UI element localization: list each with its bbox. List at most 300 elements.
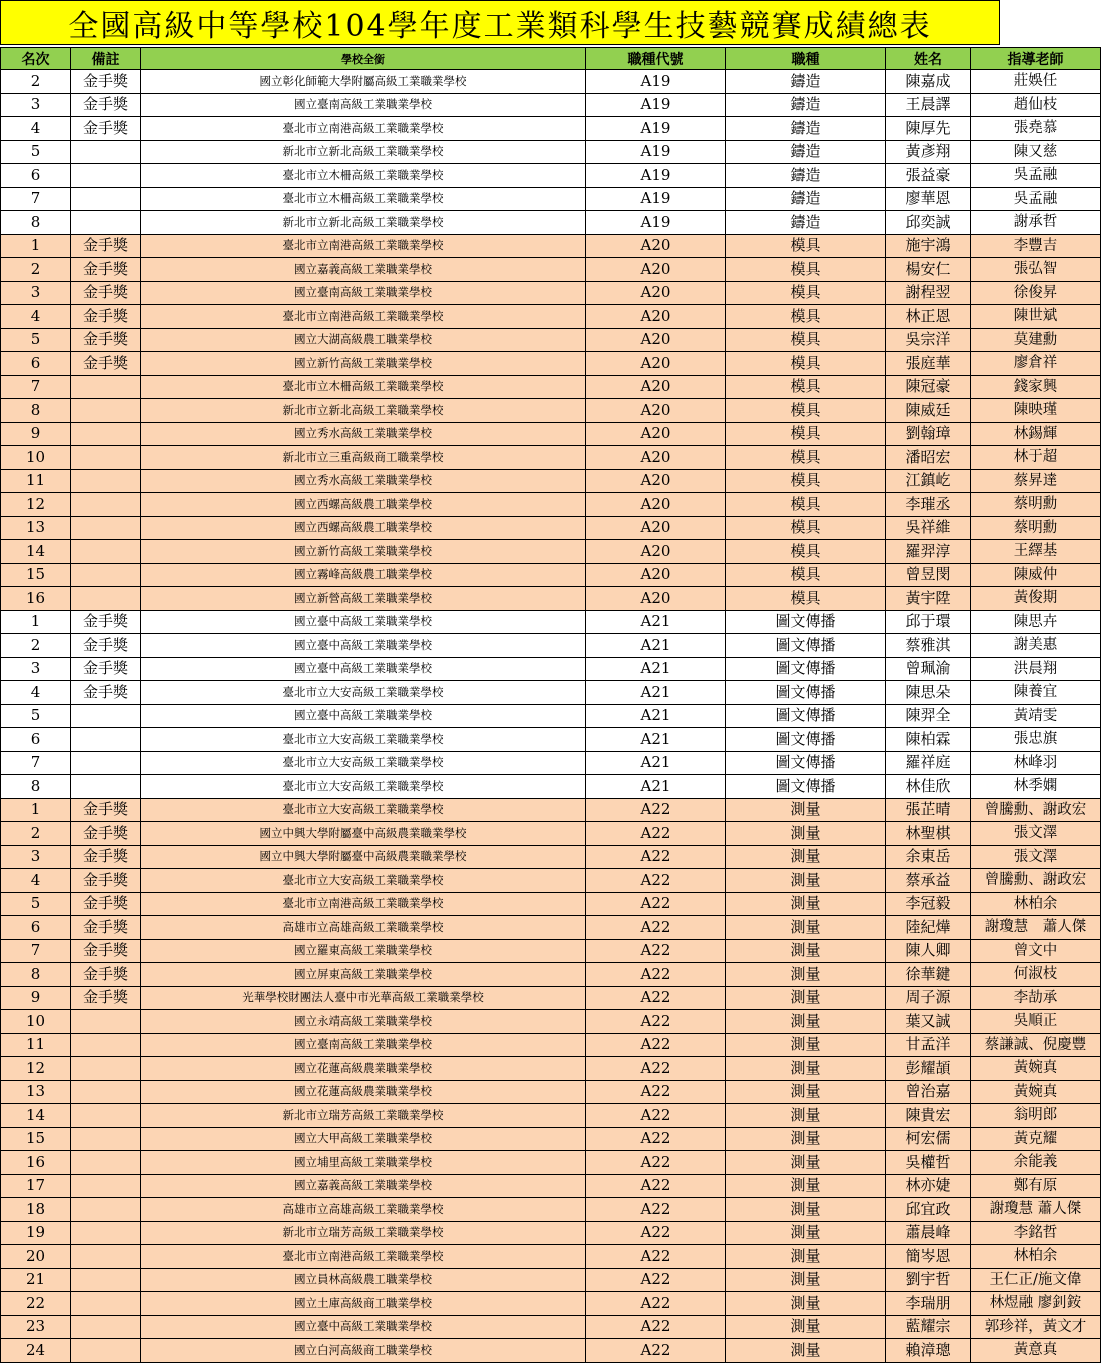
note-cell [71,1221,141,1245]
table-row [1,375,1101,399]
table-row [1,305,1101,329]
name-cell: 張庭華 [886,352,971,376]
table-row [1,634,1101,658]
school-cell: 國立員林高級農工職業學校 [141,1268,586,1292]
note-cell [71,140,141,164]
code-cell: A22 [586,1292,726,1316]
table-row [1,1339,1101,1363]
school-cell: 國立新竹高級工業職業學校 [141,540,586,564]
school-cell: 高雄市立高雄高級工業職業學校 [141,916,586,940]
rank-cell: 12 [1,493,71,517]
trade-cell: 測量 [726,845,886,869]
rank-cell: 2 [1,822,71,846]
name-cell: 潘昭宏 [886,446,971,470]
table-row [1,1033,1101,1057]
header-school: 學校全銜 [141,48,586,70]
rank-cell: 4 [1,681,71,705]
note-cell [71,1151,141,1175]
code-cell: A20 [586,446,726,470]
trade-cell: 測量 [726,1245,886,1269]
code-cell: A19 [586,93,726,117]
teacher-cell: 莫建勳 [971,328,1101,352]
trade-cell: 測量 [726,798,886,822]
teacher-cell: 謝美惠 [971,634,1101,658]
code-cell: A20 [586,563,726,587]
teacher-cell: 林柏余 [971,892,1101,916]
school-cell: 國立大湖高級農工職業學校 [141,328,586,352]
rank-cell: 13 [1,1080,71,1104]
table-row [1,516,1101,540]
rank-cell: 6 [1,164,71,188]
note-cell: 金手獎 [71,352,141,376]
trade-cell: 模具 [726,446,886,470]
table-header [1,48,1101,70]
trade-cell: 測量 [726,1198,886,1222]
teacher-cell: 蔡明勳 [971,516,1101,540]
code-cell: A19 [586,187,726,211]
school-cell: 新北市立新北高級工業職業學校 [141,211,586,235]
note-cell [71,1315,141,1339]
teacher-cell: 曾騰勳、謝政宏 [971,798,1101,822]
teacher-cell: 吳順正 [971,1010,1101,1034]
code-cell: A20 [586,258,726,282]
rank-cell: 3 [1,845,71,869]
name-cell: 陳嘉成 [886,70,971,94]
note-cell: 金手獎 [71,234,141,258]
school-cell: 國立臺中高級工業職業學校 [141,634,586,658]
teacher-cell: 張弘智 [971,258,1101,282]
code-cell: A21 [586,681,726,705]
school-cell: 國立土庫高級商工職業學校 [141,1292,586,1316]
code-cell: A22 [586,798,726,822]
rank-cell: 17 [1,1174,71,1198]
school-cell: 國立臺南高級工業職業學校 [141,281,586,305]
note-cell: 金手獎 [71,822,141,846]
teacher-cell: 陳思卉 [971,610,1101,634]
code-cell: A22 [586,986,726,1010]
rank-cell: 9 [1,986,71,1010]
teacher-cell: 黃克耀 [971,1127,1101,1151]
code-cell: A20 [586,375,726,399]
note-cell [71,540,141,564]
code-cell: A22 [586,845,726,869]
rank-cell: 23 [1,1315,71,1339]
trade-cell: 測量 [726,869,886,893]
name-cell: 吳權哲 [886,1151,971,1175]
teacher-cell: 鄭有原 [971,1174,1101,1198]
school-cell: 高雄市立高雄高級工業職業學校 [141,1198,586,1222]
note-cell [71,587,141,611]
teacher-cell: 王仁正/施文偉 [971,1268,1101,1292]
table-row [1,446,1101,470]
code-cell: A21 [586,610,726,634]
trade-cell: 測量 [726,892,886,916]
results-table [0,47,1101,1363]
note-cell [71,399,141,423]
name-cell: 江鎮屹 [886,469,971,493]
trade-cell: 圖文傳播 [726,610,886,634]
code-cell: A19 [586,140,726,164]
code-cell: A22 [586,1245,726,1269]
school-cell: 國立嘉義高級工業職業學校 [141,1174,586,1198]
school-cell: 新北市立三重高級商工職業學校 [141,446,586,470]
trade-cell: 模具 [726,563,886,587]
note-cell [71,1057,141,1081]
note-cell [71,211,141,235]
school-cell: 臺北市立大安高級工業職業學校 [141,728,586,752]
table-row [1,1151,1101,1175]
trade-cell: 模具 [726,540,886,564]
school-cell: 國立埔里高級工業職業學校 [141,1151,586,1175]
trade-cell: 模具 [726,516,886,540]
school-cell: 國立中興大學附屬臺中高級農業職業學校 [141,822,586,846]
note-cell: 金手獎 [71,258,141,282]
school-cell: 臺北市立南港高級工業職業學校 [141,305,586,329]
school-cell: 國立花蓮高級農業職業學校 [141,1057,586,1081]
school-cell: 國立嘉義高級工業職業學校 [141,258,586,282]
name-cell: 陳人卿 [886,939,971,963]
teacher-cell: 何淑枝 [971,963,1101,987]
teacher-cell: 曾文中 [971,939,1101,963]
name-cell: 李瑞朋 [886,1292,971,1316]
school-cell: 國立臺中高級工業職業學校 [141,704,586,728]
rank-cell: 18 [1,1198,71,1222]
school-cell: 臺北市立大安高級工業職業學校 [141,869,586,893]
name-cell: 簡岑恩 [886,1245,971,1269]
rank-cell: 1 [1,610,71,634]
school-cell: 國立臺南高級工業職業學校 [141,1033,586,1057]
trade-cell: 模具 [726,399,886,423]
code-cell: A22 [586,822,726,846]
school-cell: 新北市立新北高級工業職業學校 [141,140,586,164]
trade-cell: 鑄造 [726,117,886,141]
header-code: 職種代號 [586,48,726,70]
rank-cell: 3 [1,657,71,681]
name-cell: 楊安仁 [886,258,971,282]
code-cell: A20 [586,328,726,352]
teacher-cell: 謝瓊慧 蕭人傑 [971,1198,1101,1222]
trade-cell: 測量 [726,1080,886,1104]
note-cell: 金手獎 [71,798,141,822]
note-cell [71,563,141,587]
code-cell: A20 [586,469,726,493]
name-cell: 彭耀頡 [886,1057,971,1081]
note-cell: 金手獎 [71,281,141,305]
rank-cell: 19 [1,1221,71,1245]
table-row [1,1057,1101,1081]
table-row [1,963,1101,987]
teacher-cell: 徐俊昇 [971,281,1101,305]
note-cell: 金手獎 [71,845,141,869]
header-trade: 職種 [726,48,886,70]
code-cell: A22 [586,1080,726,1104]
teacher-cell: 黃婉真 [971,1057,1101,1081]
teacher-cell: 張文澤 [971,845,1101,869]
table-row [1,1080,1101,1104]
school-cell: 國立臺南高級工業職業學校 [141,93,586,117]
rank-cell: 11 [1,1033,71,1057]
table-row [1,892,1101,916]
table-row [1,540,1101,564]
teacher-cell: 郭珍祥，黃文才 [971,1315,1101,1339]
teacher-cell: 陳養宜 [971,681,1101,705]
teacher-cell: 蔡明勳 [971,493,1101,517]
name-cell: 劉宇哲 [886,1268,971,1292]
rank-cell: 2 [1,70,71,94]
school-cell: 國立臺中高級工業職業學校 [141,657,586,681]
table-row [1,869,1101,893]
school-cell: 國立臺中高級工業職業學校 [141,1315,586,1339]
trade-cell: 測量 [726,1104,886,1128]
name-cell: 陳冠豪 [886,375,971,399]
code-cell: A20 [586,422,726,446]
table-row [1,258,1101,282]
name-cell: 陸紀燁 [886,916,971,940]
name-cell: 曾珮渝 [886,657,971,681]
rank-cell: 1 [1,234,71,258]
teacher-cell: 林錫輝 [971,422,1101,446]
rank-cell: 3 [1,93,71,117]
school-cell: 臺北市立木柵高級工業職業學校 [141,375,586,399]
school-cell: 國立屏東高級工業職業學校 [141,963,586,987]
code-cell: A22 [586,963,726,987]
trade-cell: 圖文傳播 [726,751,886,775]
rank-cell: 14 [1,540,71,564]
rank-cell: 7 [1,187,71,211]
name-cell: 蕭晨峰 [886,1221,971,1245]
school-cell: 新北市立瑞芳高級工業職業學校 [141,1221,586,1245]
teacher-cell: 謝承哲 [971,211,1101,235]
note-cell [71,469,141,493]
code-cell: A22 [586,916,726,940]
note-cell: 金手獎 [71,610,141,634]
school-cell: 臺北市立大安高級工業職業學校 [141,751,586,775]
teacher-cell: 陳映瑾 [971,399,1101,423]
code-cell: A22 [586,1151,726,1175]
trade-cell: 圖文傳播 [726,657,886,681]
school-cell: 臺北市立木柵高級工業職業學校 [141,187,586,211]
school-cell: 新北市立瑞芳高級工業職業學校 [141,1104,586,1128]
table-body [1,70,1101,1363]
teacher-cell: 陳又慈 [971,140,1101,164]
teacher-cell: 陳威仲 [971,563,1101,587]
table-row [1,751,1101,775]
code-cell: A22 [586,1010,726,1034]
note-cell: 金手獎 [71,916,141,940]
name-cell: 陳思朵 [886,681,971,705]
table-row [1,939,1101,963]
table-row [1,1268,1101,1292]
rank-cell: 5 [1,704,71,728]
rank-cell: 5 [1,892,71,916]
rank-cell: 14 [1,1104,71,1128]
school-cell: 國立彰化師範大學附屬高級工業職業學校 [141,70,586,94]
name-cell: 陳貴宏 [886,1104,971,1128]
code-cell: A22 [586,1174,726,1198]
trade-cell: 模具 [726,375,886,399]
table-row [1,211,1101,235]
note-cell [71,1339,141,1363]
note-cell: 金手獎 [71,70,141,94]
note-cell [71,446,141,470]
teacher-cell: 張堯慕 [971,117,1101,141]
name-cell: 林正恩 [886,305,971,329]
note-cell [71,1268,141,1292]
note-cell: 金手獎 [71,305,141,329]
table-row [1,916,1101,940]
teacher-cell: 林于超 [971,446,1101,470]
teacher-cell: 錢家興 [971,375,1101,399]
rank-cell: 5 [1,140,71,164]
code-cell: A21 [586,704,726,728]
note-cell [71,187,141,211]
trade-cell: 鑄造 [726,140,886,164]
note-cell [71,375,141,399]
trade-cell: 測量 [726,1033,886,1057]
note-cell [71,164,141,188]
school-cell: 國立臺中高級工業職業學校 [141,610,586,634]
table-row [1,986,1101,1010]
code-cell: A21 [586,775,726,799]
trade-cell: 圖文傳播 [726,728,886,752]
note-cell [71,1198,141,1222]
name-cell: 陳威廷 [886,399,971,423]
trade-cell: 測量 [726,1151,886,1175]
code-cell: A19 [586,117,726,141]
rank-cell: 6 [1,352,71,376]
teacher-cell: 林季嫻 [971,775,1101,799]
school-cell: 國立永靖高級工業職業學校 [141,1010,586,1034]
table-row [1,1127,1101,1151]
school-cell: 臺北市立南港高級工業職業學校 [141,1245,586,1269]
school-cell: 國立霧峰高級農工職業學校 [141,563,586,587]
school-cell: 臺北市立南港高級工業職業學校 [141,234,586,258]
teacher-cell: 吳孟融 [971,187,1101,211]
trade-cell: 測量 [726,1057,886,1081]
rank-cell: 8 [1,399,71,423]
rank-cell: 10 [1,1010,71,1034]
teacher-cell: 林煜融 廖釗銨 [971,1292,1101,1316]
rank-cell: 4 [1,305,71,329]
code-cell: A21 [586,751,726,775]
name-cell: 林亦婕 [886,1174,971,1198]
name-cell: 謝程翌 [886,281,971,305]
table-row [1,1198,1101,1222]
rank-cell: 5 [1,328,71,352]
teacher-cell: 林峰羽 [971,751,1101,775]
code-cell: A21 [586,657,726,681]
school-cell: 國立花蓮高級農業職業學校 [141,1080,586,1104]
school-cell: 國立新竹高級工業職業學校 [141,352,586,376]
name-cell: 陳羿全 [886,704,971,728]
rank-cell: 4 [1,117,71,141]
table-row [1,657,1101,681]
header-name: 姓名 [886,48,971,70]
note-cell [71,728,141,752]
rank-cell: 6 [1,728,71,752]
note-cell [71,1010,141,1034]
trade-cell: 模具 [726,258,886,282]
note-cell [71,1174,141,1198]
note-cell [71,751,141,775]
rank-cell: 13 [1,516,71,540]
code-cell: A22 [586,939,726,963]
school-cell: 國立秀水高級工業職業學校 [141,422,586,446]
rank-cell: 4 [1,869,71,893]
school-cell: 國立大甲高級工業職業學校 [141,1127,586,1151]
note-cell: 金手獎 [71,634,141,658]
teacher-cell: 黃靖雯 [971,704,1101,728]
table-row [1,328,1101,352]
trade-cell: 測量 [726,1292,886,1316]
code-cell: A22 [586,1221,726,1245]
teacher-cell: 吳孟融 [971,164,1101,188]
code-cell: A20 [586,540,726,564]
name-cell: 李璀丞 [886,493,971,517]
header-teacher: 指導老師 [971,48,1101,70]
trade-cell: 鑄造 [726,187,886,211]
school-cell: 臺北市立大安高級工業職業學校 [141,681,586,705]
trade-cell: 圖文傳播 [726,775,886,799]
name-cell: 邱奕誠 [886,211,971,235]
rank-cell: 7 [1,939,71,963]
table-row [1,798,1101,822]
name-cell: 張益豪 [886,164,971,188]
school-cell: 光華學校財團法人臺中市光華高級工業職業學校 [141,986,586,1010]
note-cell: 金手獎 [71,117,141,141]
table-row [1,610,1101,634]
teacher-cell: 陳世斌 [971,305,1101,329]
code-cell: A20 [586,399,726,423]
teacher-cell: 翁明郎 [971,1104,1101,1128]
rank-cell: 2 [1,258,71,282]
trade-cell: 測量 [726,1339,886,1363]
table-row [1,70,1101,94]
code-cell: A20 [586,305,726,329]
teacher-cell: 王繹基 [971,540,1101,564]
table-row [1,93,1101,117]
teacher-cell: 余能義 [971,1151,1101,1175]
table-row [1,469,1101,493]
teacher-cell: 黃俊期 [971,587,1101,611]
table-row [1,728,1101,752]
rank-cell: 15 [1,563,71,587]
sheet-title: 全國高級中等學校104學年度工業類科學生技藝競賽成績總表 [0,0,1000,45]
name-cell: 羅羿淳 [886,540,971,564]
teacher-cell: 張忠旗 [971,728,1101,752]
trade-cell: 模具 [726,328,886,352]
table-row [1,822,1101,846]
name-cell: 黃宇陞 [886,587,971,611]
note-cell: 金手獎 [71,869,141,893]
rank-cell: 16 [1,1151,71,1175]
trade-cell: 測量 [726,1174,886,1198]
code-cell: A20 [586,493,726,517]
note-cell: 金手獎 [71,939,141,963]
table-row [1,187,1101,211]
table-row [1,281,1101,305]
table-row [1,352,1101,376]
trade-cell: 鑄造 [726,93,886,117]
note-cell: 金手獎 [71,328,141,352]
trade-cell: 模具 [726,422,886,446]
note-cell: 金手獎 [71,93,141,117]
note-cell [71,493,141,517]
rank-cell: 22 [1,1292,71,1316]
teacher-cell: 李豐吉 [971,234,1101,258]
name-cell: 甘孟洋 [886,1033,971,1057]
note-cell [71,704,141,728]
